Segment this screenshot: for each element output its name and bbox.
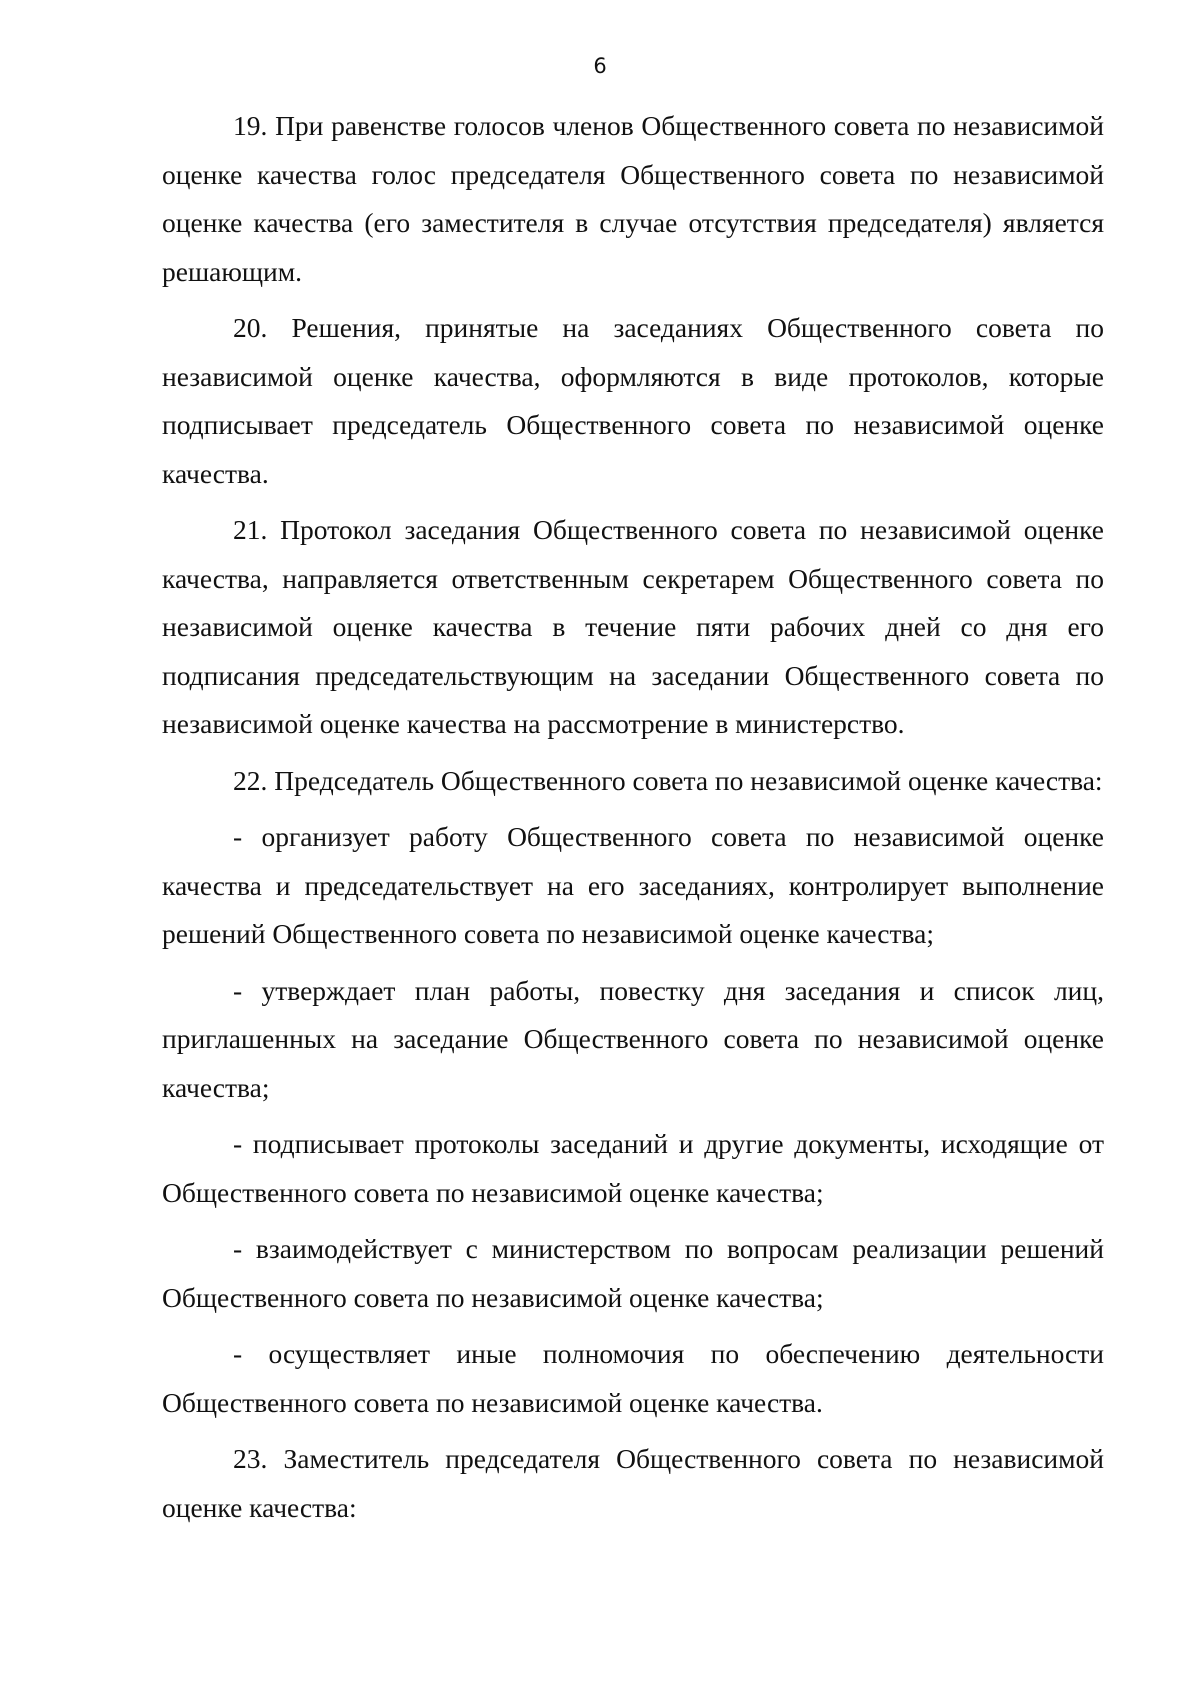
- document-body: [162, 102, 1104, 1540]
- list-item-other-powers: - осуществляет иные полномочия по обеспечению деятельности Общественного совета по независимой оценке качества.: [162, 1338, 1104, 1418]
- list-item-approves-plan: - утверждает план работы, повестку дня заседания и список лиц, приглашенных на заседание Общественного совета по независимой оценке качества;: [162, 974, 1104, 1103]
- paragraph-23: 23. Заместитель председателя Общественного совета по независимой оценке качества:: [162, 1443, 1104, 1523]
- paragraph-21: 21. Протокол заседания Общественного совета по независимой оценке качества, направляется ответственным секретарем Общественного совета по независимой оценке качества в течение пяти рабочих дней со дня его подписания председательствующим на заседании Общественного совета по независимой оценке качества на рассмотрение в министерство.: [162, 514, 1104, 739]
- list-item-organizes-work: - организует работу Общественного совета по независимой оценке качества и председательствует на его заседаниях, контролирует выполнение решений Общественного совета по независимой оценке качества;: [162, 821, 1104, 949]
- paragraph-22: 22. Председатель Общественного совета по независимой оценке качества:: [233, 764, 1103, 796]
- paragraph-20: 20. Решения, принятые на заседаниях Общественного совета по независимой оценке качества, оформляются в виде протоколов, которые подписывает председатель Общественного совета по независимой оценке качества.: [162, 312, 1104, 489]
- list-item-interacts-with-ministry: - взаимодействует с министерством по вопросам реализации решений Общественного совета по независимой оценке качества;: [162, 1233, 1104, 1313]
- list-item-signs-protocols: - подписывает протоколы заседаний и другие документы, исходящие от Общественного совета по независимой оценке качества;: [162, 1128, 1104, 1208]
- paragraph-19: 19. При равенстве голосов членов Общественного совета по независимой оценке качества голос председателя Общественного совета по независимой оценке качества (его заместителя в случае отсутствия председателя) является решающим.: [162, 110, 1104, 287]
- page-number: 6: [593, 54, 607, 78]
